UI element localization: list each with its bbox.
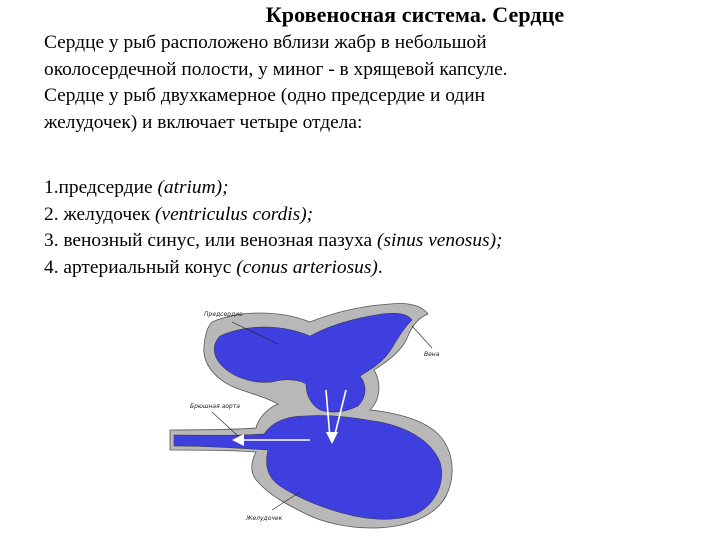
label-ventricle: Желудочек	[246, 515, 283, 522]
item-number: 3.	[44, 230, 64, 251]
heart-parts-list	[44, 175, 694, 281]
intro-line: околосердечной полости, у миног - в хрящевой капсуле.	[44, 58, 508, 80]
item-name: венозный синус, или венозная пазуха	[63, 230, 373, 251]
item-suffix: .	[377, 256, 383, 278]
list-item	[44, 228, 694, 255]
item-latin: (ventriculus cordis);	[155, 203, 314, 225]
label-vein: Вена	[424, 351, 440, 358]
item-latin: (sinus venosus);	[377, 230, 503, 251]
item-name: предсердие	[58, 177, 153, 198]
item-number: 1.	[44, 177, 59, 198]
list-item	[44, 255, 694, 282]
intro-line: Сердце у рыб двухкамерное (одно предсердие и один	[44, 85, 485, 106]
item-name: желудочек	[63, 203, 151, 225]
list-item	[44, 175, 694, 202]
intro-line: желудочек) и включает четыре отдела:	[44, 111, 363, 133]
label-aorta: Брюшная аорта	[190, 403, 240, 410]
intro-line: Сердце у рыб расположено вблизи жабр в небольшой	[44, 32, 487, 53]
fish-heart-diagram	[160, 300, 460, 535]
item-number: 4.	[44, 256, 64, 278]
list-item	[44, 202, 694, 229]
item-name: артериальный конус	[63, 256, 232, 278]
item-latin: (conus arteriosus)	[236, 256, 378, 278]
item-number: 2.	[44, 203, 64, 225]
intro-paragraph	[44, 30, 694, 136]
label-atrium: Предсердие	[204, 311, 243, 318]
slide-title: Кровеносная система. Сердце	[265, 2, 565, 27]
item-latin: (atrium);	[157, 177, 229, 198]
